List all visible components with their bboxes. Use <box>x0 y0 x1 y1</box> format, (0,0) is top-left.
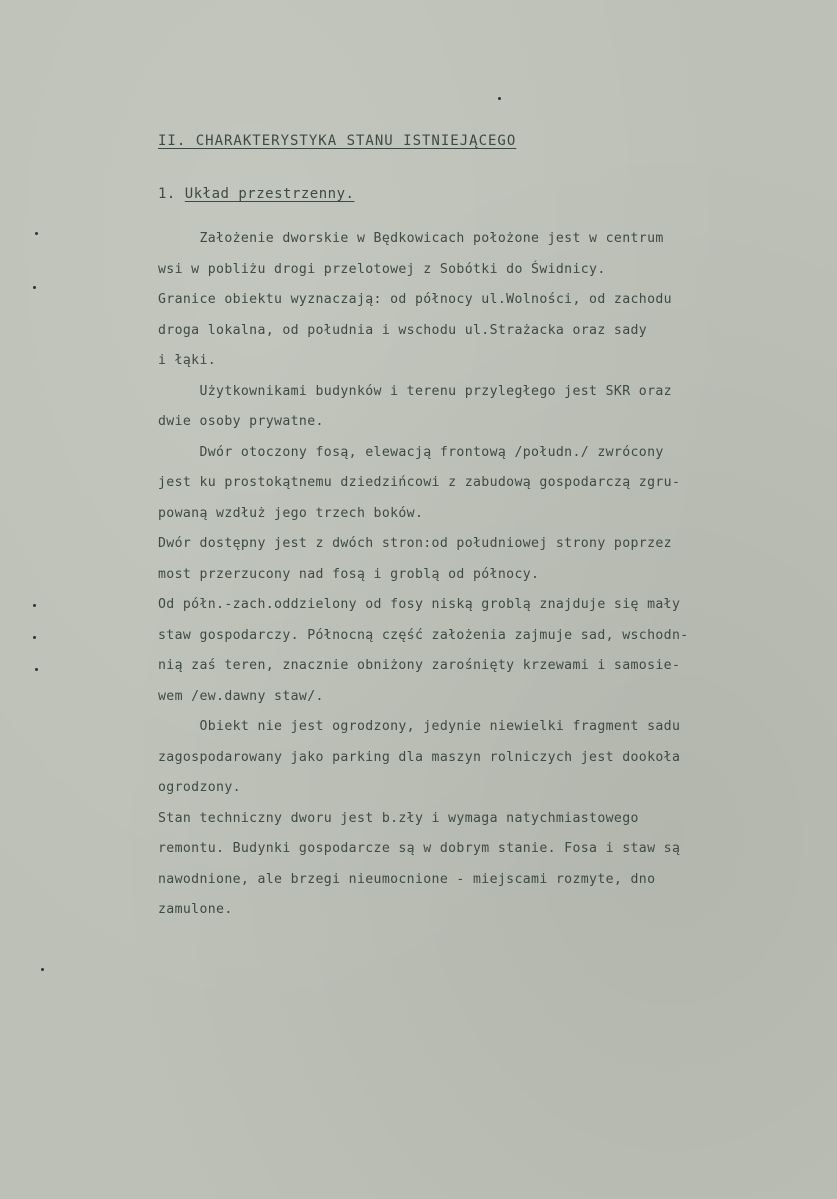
text-line: ogrodzony. <box>158 780 241 795</box>
text-line: nawodnione, ale brzegi nieumocnione - miejscami rozmyte, dno <box>158 871 656 887</box>
text-line: zamulone. <box>158 902 233 917</box>
text-line: Użytkownikami budynków i terenu przyległego jest SKR oraz <box>158 383 672 399</box>
text-line: staw gospodarczy. Północną część założenia zajmuje sad, wschodn- <box>158 627 689 643</box>
margin-dot <box>41 968 44 971</box>
text-line: Granice obiektu wyznaczają: od północy ul.Wolności, od zachodu <box>158 292 672 307</box>
text-line: jest ku prostokątnemu dziedzińcowi z zabudową gospodarczą zgru- <box>158 475 681 490</box>
text-line: Stan techniczny dworu jest b.zły i wymaga natychmiastowego <box>158 810 639 826</box>
text-line: Założenie dworskie w Będkowicach położone jest w centrum <box>158 231 664 246</box>
text-line: powaną wzdłuż jego trzech boków. <box>158 505 424 521</box>
margin-dot <box>33 286 36 289</box>
margin-dot <box>33 604 36 607</box>
section-heading <box>158 186 354 202</box>
text-line: nią zaś teren, znacznie obniżony zarośnięty krzewami i samosie- <box>158 658 681 673</box>
text-line: wsi w pobliżu drogi przelotowej z Sobótki do Świdnicy. <box>158 261 606 277</box>
text-line: Dwór dostępny jest z dwóch stron:od południowej strony poprzez <box>158 536 672 551</box>
text-line: Dwór otoczony fosą, elewacją frontową /połudn./ zwrócony <box>158 444 664 460</box>
paper-speck <box>498 97 501 100</box>
text-line: remontu. Budynki gospodarcze są w dobrym stanie. Fosa i staw są <box>158 841 681 856</box>
section-number: 1. <box>158 186 176 202</box>
section-title: Układ przestrzenny. <box>184 186 355 202</box>
text-line: dwie osoby prywatne. <box>158 414 324 429</box>
document-heading: II. CHARAKTERYSTYKA STANU ISTNIEJĄCEGO <box>158 133 517 149</box>
text-line: most przerzucony nad fosą i groblą od północy. <box>158 566 540 582</box>
margin-dot <box>35 232 38 235</box>
body-text <box>158 224 823 926</box>
text-line: wem /ew.dawny staw/. <box>158 688 324 704</box>
margin-dot <box>35 668 38 671</box>
text-line: Obiekt nie jest ogrodzony, jedynie niewielki fragment sadu <box>158 719 681 734</box>
margin-dot <box>33 636 36 639</box>
text-line: droga lokalna, od południa i wschodu ul.Strażacka oraz sady <box>158 322 648 338</box>
text-line: i łąki. <box>158 353 217 368</box>
text-line: Od półn.-zach.oddzielony od fosy niską groblą znajduje się mały <box>158 597 681 612</box>
text-line: zagospodarowany jako parking dla maszyn rolniczych jest dookoła <box>158 749 681 765</box>
